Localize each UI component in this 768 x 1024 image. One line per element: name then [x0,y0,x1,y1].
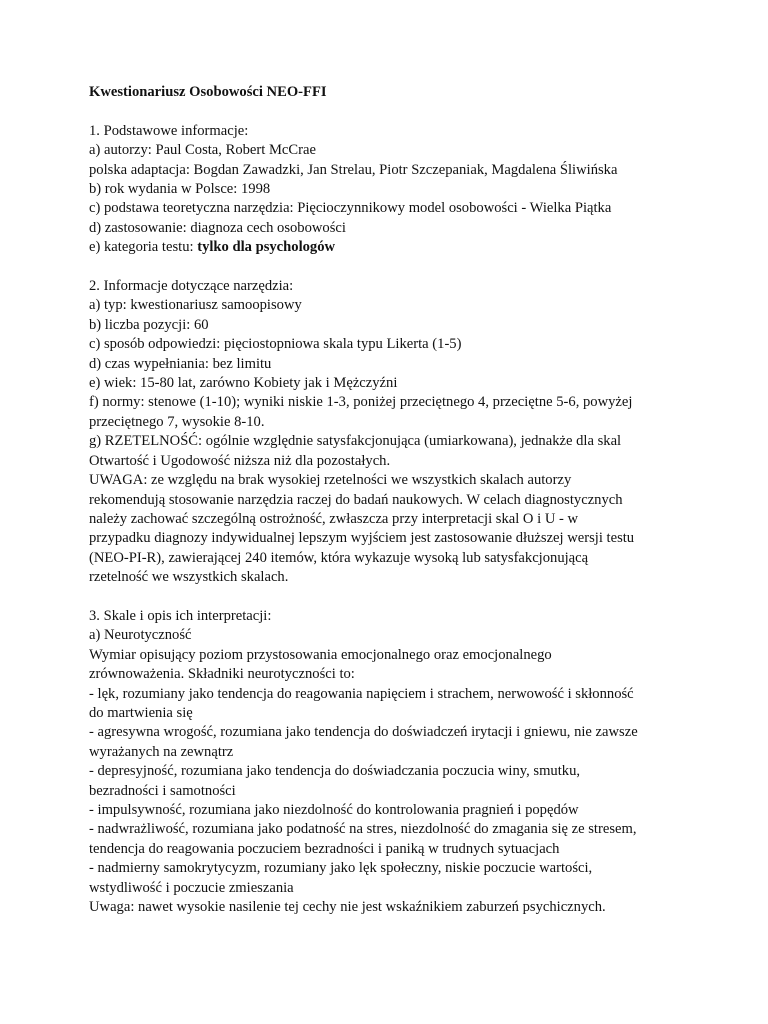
text-line: (NEO-PI-R), zawierającej 240 itemów, która wykazuje wysoką lub satysfakcjonującą [89,549,589,566]
text-line: bezradności i samotności [89,782,236,799]
text-line: e) wiek: 15-80 lat, zarówno Kobiety jak i Mężczyźni [89,375,398,392]
text-line: a) autorzy: Paul Costa, Robert McCrae [89,142,316,159]
text-line: tendencja do reagowania poczuciem bezradności i paniką w trudnych sytuacjach [89,840,560,857]
text-line: UWAGA: ze względu na brak wysokiej rzetelności we wszystkich skalach autorzy [89,472,572,489]
text-line: - impulsywność, rozumiana jako niezdolność do kontrolowania pragnień i popędów [89,801,579,818]
text-line: przeciętnego 7, wysokie 8-10. [89,413,265,430]
text-line: c) sposób odpowiedzi: pięciostopniowa skala typu Likerta (1-5) [89,336,462,353]
text-line: Wymiar opisujący poziom przystosowania emocjonalnego oraz emocjonalnego [89,646,552,663]
text-line: f) normy: stenowe (1-10); wyniki niskie 1-3, poniżej przeciętnego 4, przeciętne 5-6, powyżej [89,394,633,411]
section2-lines [89,296,689,587]
document-page [89,83,689,917]
text-line: do martwienia się [89,704,193,721]
spacer [89,258,689,277]
text-line: - nadwrażliwość, rozumiana jako podatność na stres, niezdolność do zmagania się ze stresem, [89,821,637,838]
text-line: - agresywna wrogość, rozumiana jako tendencja do doświadczeń irytacji i gniewu, nie zawsze [89,724,638,741]
section1-heading: 1. Podstawowe informacje: [89,122,249,139]
category-prefix: e) kategoria testu: [89,239,198,256]
section1-category-line [89,238,689,257]
text-line: - nadmierny samokrytycyzm, rozumiany jako lęk społeczny, niskie poczucie wartości, [89,860,593,877]
text-line: d) zastosowanie: diagnoza cech osobowości [89,219,346,236]
document-title: Kwestionariusz Osobowości NEO-FFI [89,84,327,100]
text-line: a) typ: kwestionariusz samoopisowy [89,297,302,314]
section1-lines [89,141,689,238]
text-line: Otwartość i Ugodowość niższa niż dla pozostałych. [89,452,391,469]
text-line: Uwaga: nawet wysokie nasilenie tej cechy nie jest wskaźnikiem zaburzeń psychicznych. [89,899,606,916]
text-line: b) liczba pozycji: 60 [89,316,209,333]
text-line: a) Neurotyczność [89,627,192,644]
spacer [89,588,689,607]
spacer [89,102,689,121]
category-value: tylko dla psychologów [197,239,336,256]
text-line: przypadku diagnozy indywidualnej lepszym wyjściem jest zastosowanie dłuższej wersji testu [89,530,635,547]
text-line: wyrażanych na zewnątrz [89,743,234,760]
text-line: rekomendują stosowanie narzędzia raczej do badań naukowych. W celach diagnostycznych [89,491,623,508]
text-line: - depresyjność, rozumiana jako tendencja do doświadczania poczucia winy, smutku, [89,763,581,780]
text-line: b) rok wydania w Polsce: 1998 [89,181,271,198]
text-line: g) RZETELNOŚĆ: ogólnie względnie satysfakcjonująca (umiarkowana), jednakże dla skal [89,433,622,450]
text-line: d) czas wypełniania: bez limitu [89,355,272,372]
text-line: rzetelność we wszystkich skalach. [89,569,289,586]
text-line: należy zachować szczególną ostrożność, zwłaszcza przy interpretacji skal O i U - w [89,510,579,527]
text-line: wstydliwość i poczucie zmieszania [89,879,294,896]
section3-lines [89,626,689,917]
section2-heading: 2. Informacje dotyczące narzędzia: [89,278,294,295]
text-line: zrównoważenia. Składniki neurotyczności to: [89,666,355,683]
text-line: polska adaptacja: Bogdan Zawadzki, Jan Strelau, Piotr Szczepaniak, Magdalena Śliwińska [89,161,618,178]
section3-heading: 3. Skale i opis ich interpretacji: [89,607,272,624]
text-line: - lęk, rozumiany jako tendencja do reagowania napięciem i strachem, nerwowość i skłonność [89,685,634,702]
text-line: c) podstawa teoretyczna narzędzia: Pięcioczynnikowy model osobowości - Wielka Piątka [89,200,612,217]
